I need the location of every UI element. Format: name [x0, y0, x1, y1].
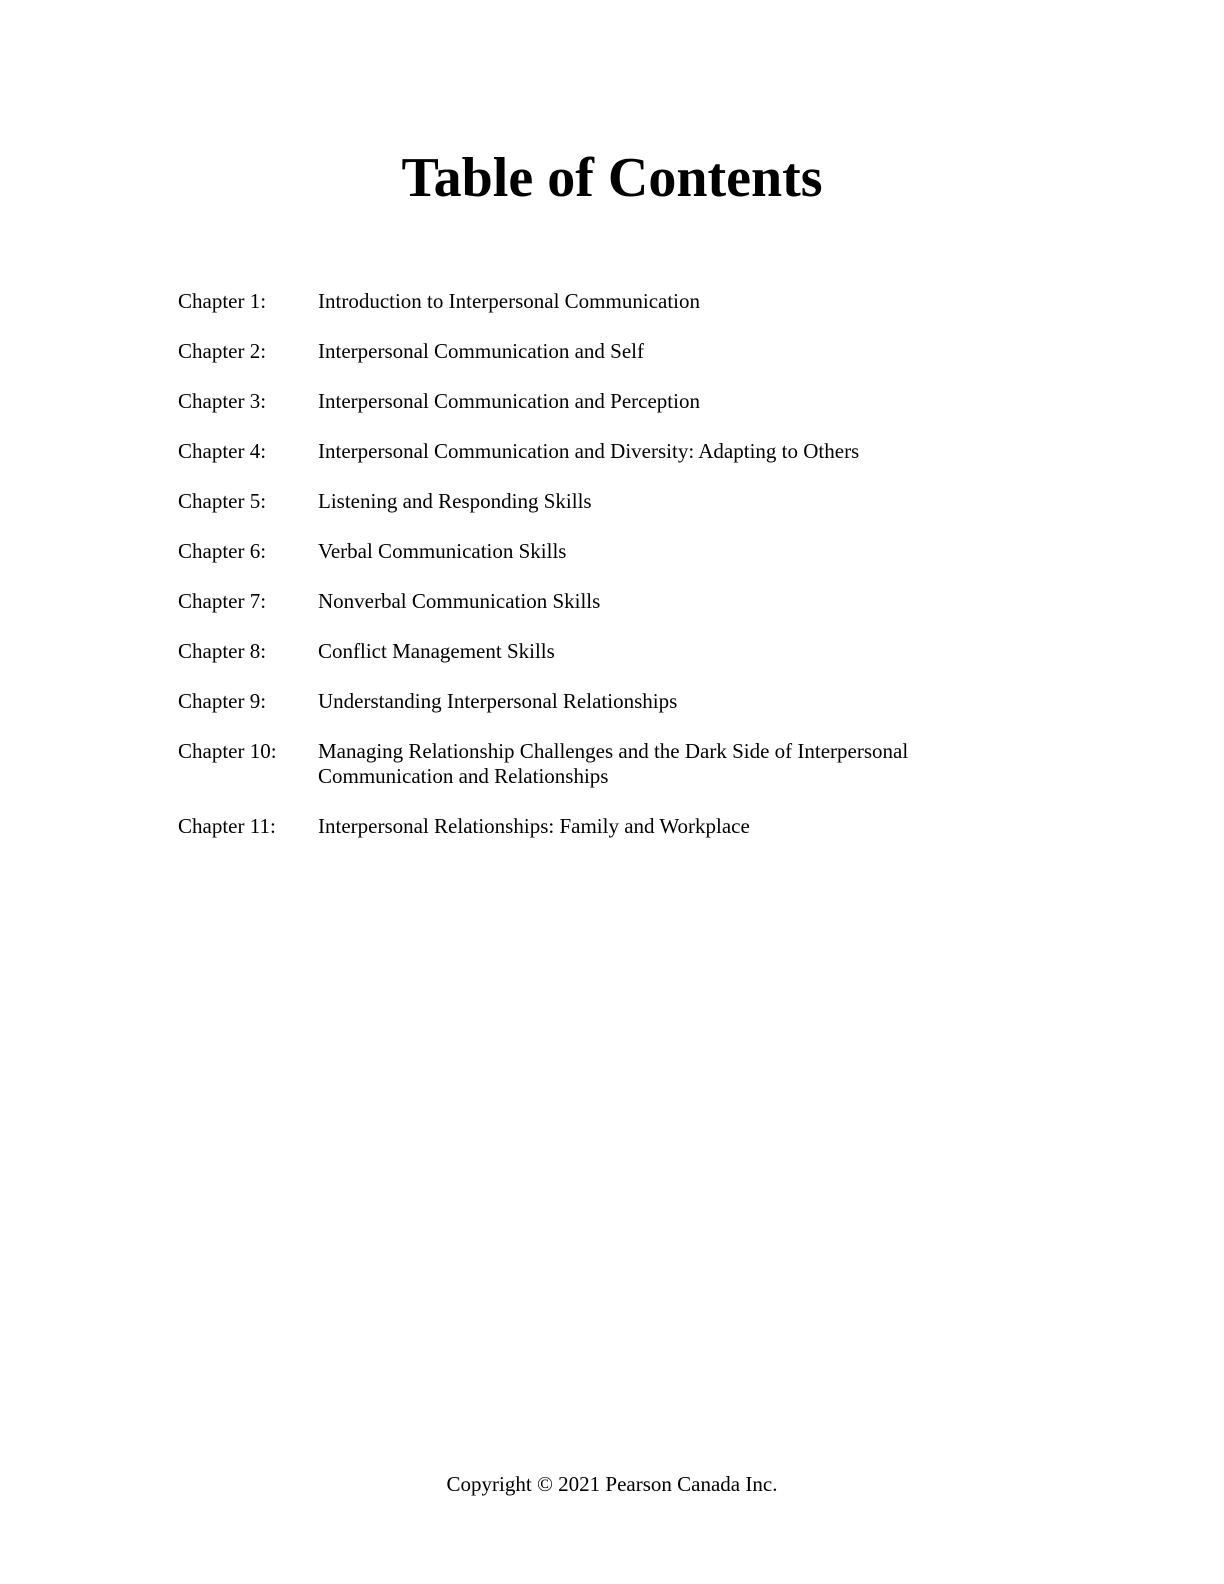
chapter-title: Verbal Communication Skills	[318, 539, 567, 563]
chapter-label: Chapter 7:	[178, 589, 267, 613]
toc-entry	[178, 589, 998, 614]
chapter-title: Interpersonal Communication and Self	[318, 339, 645, 363]
chapter-label: Chapter 9:	[178, 689, 267, 713]
toc-entry	[178, 389, 998, 414]
chapter-label: Chapter 5:	[178, 489, 267, 513]
toc-entry	[178, 339, 998, 364]
copyright-footer: Copyright © 2021 Pearson Canada Inc.	[446, 1472, 778, 1496]
chapter-title: Interpersonal Communication and Diversity: Adapting to Others	[318, 439, 860, 463]
page-title: Table of Contents	[401, 147, 823, 209]
chapter-label: Chapter 3:	[178, 389, 267, 413]
chapter-label: Chapter 2:	[178, 339, 267, 363]
toc-entry	[178, 739, 998, 789]
chapter-label: Chapter 11:	[178, 814, 276, 838]
toc-entry	[178, 289, 998, 314]
toc-entry	[178, 639, 998, 664]
chapter-title: Introduction to Interpersonal Communication	[318, 289, 700, 313]
chapter-label: Chapter 8:	[178, 639, 267, 663]
chapter-label: Chapter 4:	[178, 439, 267, 463]
chapter-title: Listening and Responding Skills	[318, 489, 592, 513]
chapter-title: Conflict Management Skills	[318, 639, 555, 663]
chapter-label: Chapter 1:	[178, 289, 267, 313]
toc-entry	[178, 489, 998, 514]
chapter-title: Interpersonal Relationships: Family and Workplace	[318, 814, 750, 838]
toc-entry	[178, 814, 998, 839]
chapter-title: Interpersonal Communication and Perception	[318, 389, 700, 413]
toc-entry	[178, 539, 998, 564]
chapter-label: Chapter 6:	[178, 539, 267, 563]
chapter-label: Chapter 10:	[178, 739, 277, 763]
chapter-title: Nonverbal Communication Skills	[318, 589, 601, 613]
chapter-title: Understanding Interpersonal Relationships	[318, 689, 678, 713]
table-of-contents	[178, 289, 998, 864]
toc-entry	[178, 689, 998, 714]
chapter-title: Managing Relationship Challenges and the Dark Side of Interpersonal Communication and Relationships	[318, 739, 909, 788]
toc-entry	[178, 439, 998, 464]
